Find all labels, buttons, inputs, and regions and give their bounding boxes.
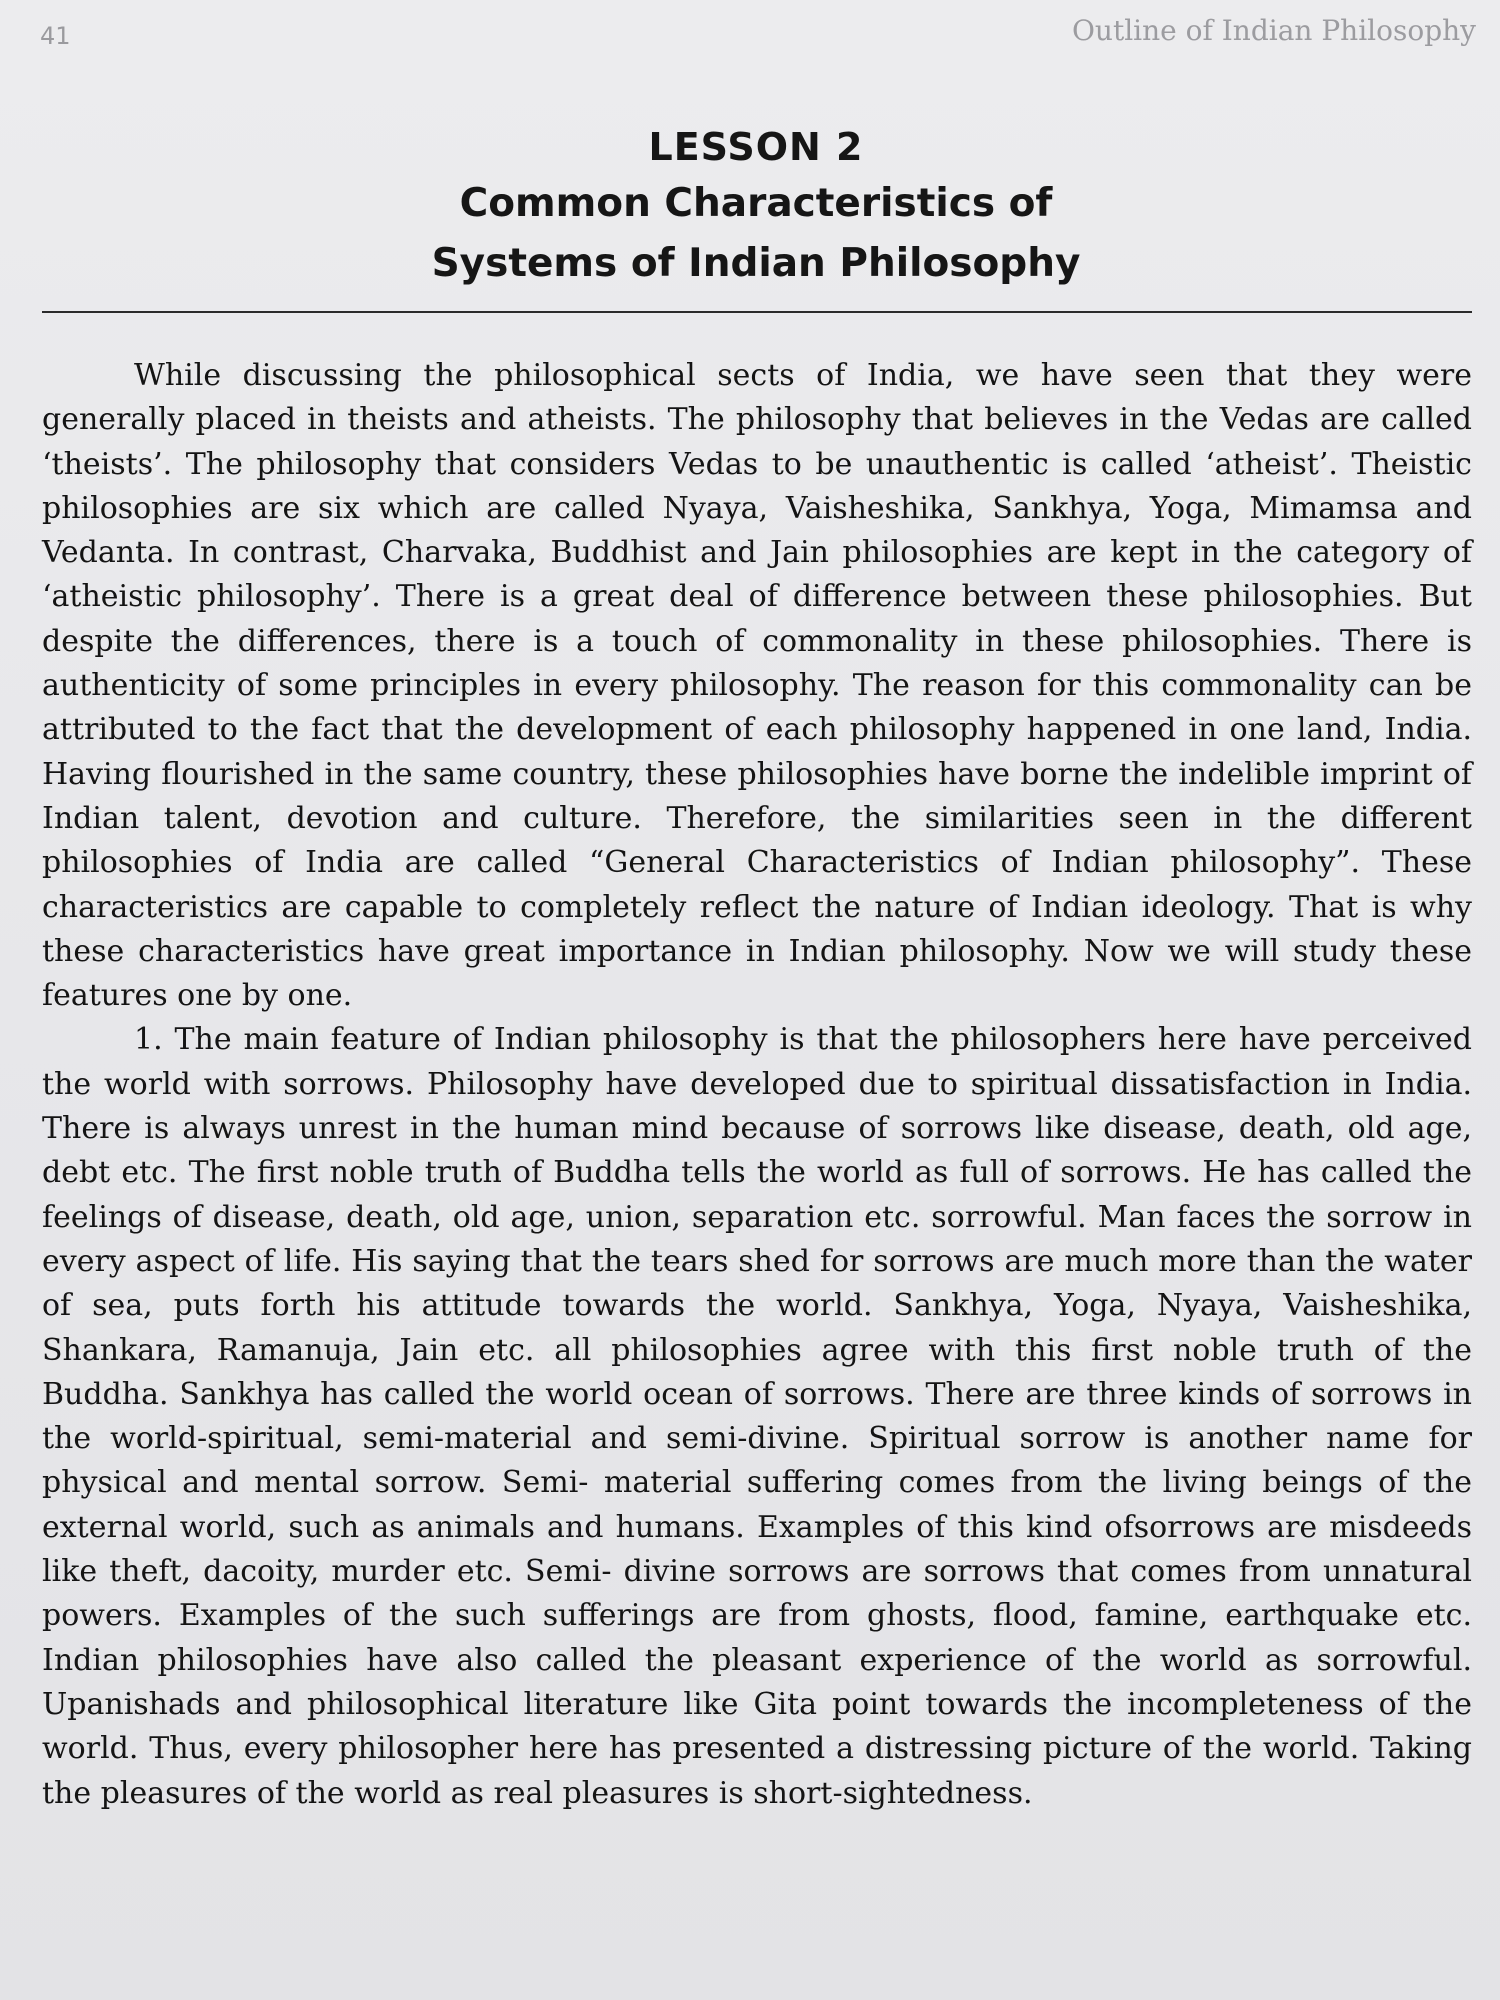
running-head: Outline of Indian Philosophy [1071, 14, 1476, 47]
lesson-heading [40, 120, 1472, 294]
heading-divider [42, 311, 1472, 313]
paragraph-feature-1: 1. The main feature of Indian philosophy is that the philosophers here have perceived the world with sorrows. Philosophy have developed due to spiritual dissatisfaction in India. There is always unrest in the human mind because of sorrows like disease, death, old age, debt etc. The first noble truth of Buddha tells the world as full of sorrows. He has called the feelings of disease, death, old age, union, separation etc. sorrowful. Man faces the sorrow in every aspect of life. His saying that the tears shed for sorrows are much more than the water of sea, puts forth his attitude towards the world. Sankhya, Yoga, Nyaya, Vaisheshika, Shankara, Ramanuja, Jain etc. all philosophies agree with this first noble truth of the Buddha. Sankhya has called the world ocean of sorrows. There are three kinds of sorrows in the world-spiritual, semi-material and semi-divine. Spiritual sorrow is another name for physical and mental sorrow. Semi- material suffering comes from the living beings of the external world, such as animals and humans. Examples of this kind ofsorrows are misdeeds like theft, dacoity, murder etc. Semi- divine sorrows are sorrows that comes from unnatural powers. Examples of the such sufferings are from ghosts, flood, famine, earthquake etc. Indian philosophies have also called the pleasant experience of the world as sorrowful. Upanishads and philosophical literature like Gita point towards the incompleteness of the world. Thus, every philosopher here has presented a distressing picture of the world. Taking the pleasures of the world as real pleasures is short-sightedness. [42, 1022, 1472, 1811]
paragraph-intro: While discussing the philosophical sects of India, we have seen that they were generally placed in theists and atheists. The philosophy that believes in the Vedas are called ‘theists’. The philosophy that considers Vedas to be unauthentic is called ‘atheist’. Theistic philosophies are six which are called Nyaya, Vaisheshika, Sankhya, Yoga, Mimamsa and Vedanta. In contrast, Charvaka, Buddhist and Jain philosophies are kept in the category of ‘atheistic philosophy’. There is a great deal of difference between these philosophies. But despite the differences, there is a touch of commonality in these philosophies. There is authenticity of some principles in every philosophy. The reason for this commonality can be attributed to the fact that the development of each philosophy happened in one land, India. Having flourished in the same country, these philosophies have borne the indelible imprint of Indian talent, devotion and culture. Therefore, the similarities seen in the different philosophies of India are called “General Characteristics of Indian philosophy”. These characteristics are capable to completely reflect the nature of Indian ideology. That is why these characteristics have great importance in Indian philosophy. Now we will study these features one by one. [42, 358, 1472, 1014]
page-number: 41 [40, 22, 71, 50]
lesson-number: LESSON 2 [648, 125, 864, 169]
body-text [42, 354, 1472, 1816]
lesson-title: Common Characteristics of Systems of Indian Philosophy [431, 181, 1081, 286]
